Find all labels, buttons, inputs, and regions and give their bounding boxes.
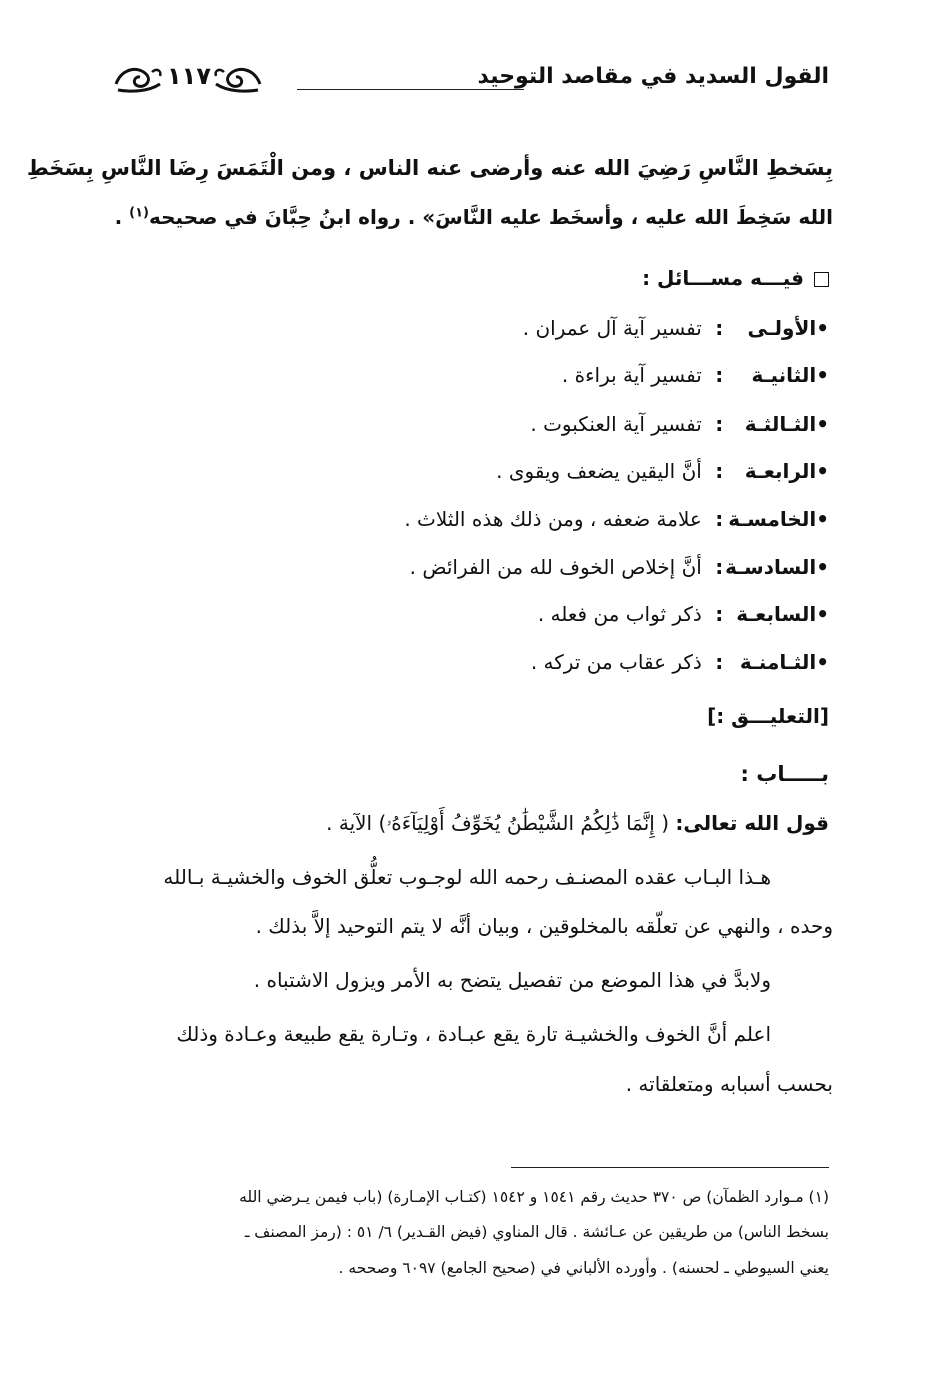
bullet-icon: •: [816, 363, 829, 387]
list-item: [538, 602, 829, 626]
paragraph-3-line-2: بحسب أسبابه ومتعلقاته .: [625, 1072, 833, 1096]
chapter-label: بـــــاب :: [740, 762, 829, 786]
item-colon: :: [715, 459, 724, 483]
item-label: الثانيـة: [751, 363, 817, 387]
bullet-icon: •: [816, 507, 829, 531]
paragraph-3-line-1: اعلم أنَّ الخوف والخشيـة تارة يقع عبـادة ، وتـارة يقع طبيعة وعـادة وذلك: [176, 1022, 771, 1046]
item-label: الخامسـة: [728, 507, 817, 531]
item-label: الثـالثـة: [744, 412, 817, 436]
list-item: [410, 555, 829, 579]
page-number: ١١٧: [167, 62, 211, 90]
item-label: السابعـة: [736, 602, 817, 626]
quote-line-2-text: الله سَخِطَ الله عليه ، وأسخَط عليه النَّاسَ» . رواه ابنُ حِبَّانَ في صحيحه: [148, 205, 833, 229]
bullet-icon: •: [816, 555, 829, 579]
item-text: تفسير آية براءة .: [561, 363, 702, 387]
issues-heading-text: فيـــه مســـائل :: [642, 266, 804, 290]
verse-lead: قول الله تعالى:: [675, 811, 829, 835]
item-colon: :: [715, 412, 724, 436]
quote-line-1: بِسَخطِ النَّاسِ رَضِيَ الله عنه وأرضى عنه الناس ، ومن الْتَمَسَ رِضَا النَّاسِ بِسَخَطِ: [26, 156, 833, 180]
item-text: ذكر عقاب من تركه .: [530, 650, 702, 674]
item-text: تفسير آية آل عمران .: [522, 316, 702, 340]
list-item: [523, 316, 829, 340]
bullet-icon: •: [816, 316, 829, 340]
item-colon: :: [715, 555, 724, 579]
footnote-line-1: (١) مـوارد الظمآن) ص ٣٧٠ حديث رقم ١٥٤١ و ١٥٤٢ (كتـاب الإمـارة) (باب فيمن يـرضي الله: [239, 1188, 829, 1206]
footnote-ref: (١): [129, 205, 149, 221]
bullet-icon: •: [816, 459, 829, 483]
paragraph-1-line-2: وحده ، والنهي عن تعلّقه بالمخلوقين ، وبيان أنَّه لا يتم التوحيد إلاَّ بذلك .: [255, 914, 833, 938]
commentary-label: [التعليـــق :]: [707, 704, 829, 728]
item-text: أنَّ إخلاص الخوف لله من الفرائض .: [409, 555, 702, 579]
item-colon: :: [715, 602, 724, 626]
paragraph-1-line-1: هـذا البـاب عقده المصنـف رحمه الله لوجـوب تعلُّق الخوف والخشيـة بـالله: [163, 865, 771, 889]
item-label: الرابعـة: [744, 459, 817, 483]
quote-line-2: [108, 205, 833, 229]
checkbox-icon: [814, 272, 829, 287]
verse-tail: الآية .: [326, 811, 379, 835]
item-text: علامة ضعفه ، ومن ذلك هذه الثلاث .: [404, 507, 702, 531]
page-number-ornament: [112, 58, 272, 104]
item-colon: :: [715, 650, 724, 674]
item-colon: :: [715, 507, 724, 531]
footnote-rule: [511, 1167, 829, 1168]
quote-line-2-end: .: [114, 205, 130, 229]
footnote-line-3: يعني السيوطي ـ لحسنه) . وأورده الألباني في (صحيح الجامع) ٦٠٩٧ وصححه .: [338, 1259, 829, 1277]
page-header: [112, 58, 829, 108]
footnote-line-2: بسخط الناس) من طريقين عن عـائشة . قال المناوي (فيض القـدير) ٦/ ٥١ : (رمز المصنف ـ: [244, 1223, 829, 1241]
item-colon: :: [715, 316, 724, 340]
verse-text: ( إِنَّمَا ذَٰلِكُمُ الشَّيْطَٰنُ يُخَوِّفُ أَوْلِيَآءَهُۥ): [378, 811, 670, 835]
list-item: [496, 459, 829, 483]
item-text: ذكر ثواب من فعله .: [537, 602, 702, 626]
bullet-icon: •: [816, 650, 829, 674]
ornament-right-icon: [212, 64, 264, 94]
list-item: [531, 650, 829, 674]
bullet-icon: •: [816, 412, 829, 436]
issues-heading: [642, 266, 829, 290]
verse-line: [326, 811, 829, 835]
item-label: السادسـة: [725, 555, 817, 579]
ornament-left-icon: [112, 64, 164, 94]
item-colon: :: [715, 363, 724, 387]
item-label: الثـامنـة: [739, 650, 817, 674]
header-rule: [297, 89, 524, 90]
item-label: الأولـى: [747, 316, 817, 340]
book-title: القول السديد في مقاصد التوحيد: [477, 64, 829, 89]
paragraph-2: ولابدَّ في هذا الموضع من تفصيل يتضح به الأمر ويزول الاشتباه .: [253, 968, 771, 992]
item-text: تفسير آية العنكبوت .: [530, 412, 702, 436]
bullet-icon: •: [816, 602, 829, 626]
list-item: [530, 412, 829, 436]
list-item: [404, 507, 829, 531]
list-item: [562, 363, 829, 387]
item-text: أنَّ اليقين يضعف ويقوى .: [496, 459, 702, 483]
